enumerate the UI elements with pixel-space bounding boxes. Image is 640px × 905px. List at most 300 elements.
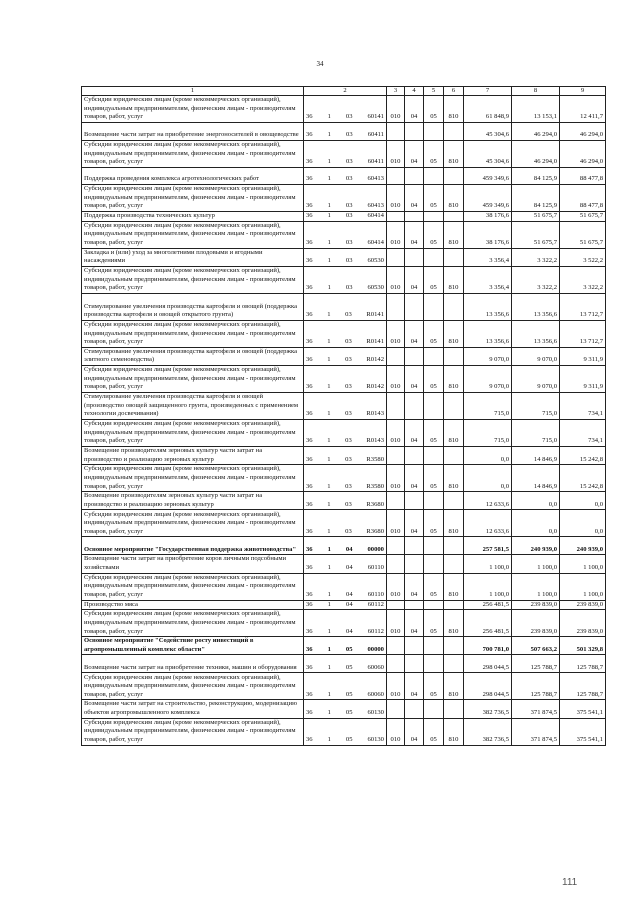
code-parts <box>306 646 384 655</box>
row-c8 <box>444 537 464 555</box>
code-part: 1 <box>327 690 331 698</box>
description-text: Поддержка проведения комплекса агротехнологических работ <box>84 175 260 183</box>
row-c8: 810 <box>444 96 464 123</box>
row-c8 <box>444 655 464 673</box>
row-c5: 010 <box>387 365 405 392</box>
description-text: Возмещение части затрат на строительство, реконструкцию, модернизацию объектов агропромышленного комплекса <box>84 700 297 716</box>
code-parts <box>306 691 384 700</box>
row-value-v1: 256 481,5 <box>464 610 512 637</box>
row-value-v3: 13 712,7 <box>560 320 606 347</box>
row-code <box>304 573 387 600</box>
row-code <box>304 266 387 293</box>
row-description <box>82 419 304 446</box>
code-part: R0142 <box>366 356 384 364</box>
code-part: 04 <box>346 627 353 635</box>
table-row <box>82 266 606 293</box>
code-part: 05 <box>345 708 353 716</box>
code-part: 36 <box>306 482 313 490</box>
code-part: R3580 <box>366 455 384 463</box>
code-parts <box>306 591 384 600</box>
row-c6 <box>405 555 424 573</box>
row-c7: 05 <box>424 419 444 446</box>
code-part: 36 <box>306 455 313 463</box>
code-part: 36 <box>306 175 313 183</box>
code-parts <box>306 113 384 122</box>
row-c5 <box>387 168 405 185</box>
code-part: 60110 <box>367 563 384 571</box>
description-text: Стимулирование увеличения производства картофеля и овощей (поддержка элитного семеноводства) <box>84 347 298 364</box>
row-value-v1: 13 356,6 <box>464 320 512 347</box>
row-c5 <box>387 655 405 673</box>
row-code <box>304 510 387 537</box>
row-c7: 05 <box>424 141 444 168</box>
row-value-v2: 239 839,0 <box>512 600 560 610</box>
row-c8: 810 <box>444 673 464 700</box>
row-value-v1: 9 070,0 <box>464 347 512 365</box>
code-part: 03 <box>345 239 353 246</box>
code-part: 03 <box>345 311 352 319</box>
row-c6 <box>405 392 424 419</box>
row-value-v3: 734,1 <box>560 419 606 446</box>
code-parts <box>306 528 384 537</box>
table-row <box>82 637 606 655</box>
row-value-v3: 240 939,0 <box>560 537 606 555</box>
row-value-v2: 0,0 <box>512 510 560 537</box>
code-part: 03 <box>345 113 353 121</box>
header-col-6: 6 <box>444 87 464 96</box>
table-row <box>82 293 606 320</box>
row-description <box>82 365 304 392</box>
row-c6: 04 <box>405 510 424 537</box>
code-part: 03 <box>346 158 353 166</box>
row-value-v2: 46 294,0 <box>512 123 560 141</box>
row-c6: 04 <box>405 185 424 212</box>
row-value-v3: 1 100,0 <box>560 573 606 600</box>
row-value-v2: 14 846,9 <box>512 446 560 464</box>
row-description <box>82 141 304 168</box>
row-code <box>304 365 387 392</box>
table-row <box>82 446 606 464</box>
row-description <box>82 537 304 555</box>
row-value-v3: 15 242,8 <box>560 465 606 492</box>
row-code <box>304 465 387 492</box>
table-row <box>82 510 606 537</box>
row-code <box>304 320 387 347</box>
code-part: 03 <box>346 131 353 139</box>
header-col-1: 1 <box>82 87 304 96</box>
code-part: 03 <box>345 482 352 490</box>
code-part: 03 <box>345 455 352 463</box>
code-part: 36 <box>306 356 313 364</box>
row-c7: 05 <box>424 320 444 347</box>
code-part: 36 <box>306 383 313 391</box>
description-text: Субсидии юридическим лицам (кроме некоммерческих организаций), индивидуальным предпринимателям, физическим лицам - производителям товаров, работ, услуг <box>84 141 296 166</box>
row-value-v3: 51 675,7 <box>560 221 606 248</box>
row-value-v3: 3 322,2 <box>560 266 606 293</box>
code-parts <box>306 628 384 637</box>
row-c5: 010 <box>387 718 405 745</box>
row-value-v3: 375 541,1 <box>560 718 606 745</box>
row-value-v1: 298 044,5 <box>464 655 512 673</box>
row-description <box>82 673 304 700</box>
row-value-v2: 9 070,0 <box>512 347 560 365</box>
row-c7 <box>424 248 444 266</box>
description-text: Субсидии юридическим лицам (кроме некоммерческих организаций), индивидуальным предпринимателям, физическим лицам - производителям товаров, работ, услуг <box>84 573 296 598</box>
code-parts <box>306 736 384 745</box>
table-row <box>82 673 606 700</box>
row-value-v3: 46 294,0 <box>560 123 606 141</box>
table-row <box>82 610 606 637</box>
table-row <box>82 141 606 168</box>
row-c6: 04 <box>405 141 424 168</box>
code-part: 36 <box>306 545 313 553</box>
row-c7: 05 <box>424 465 444 492</box>
code-part: 60060 <box>367 663 384 671</box>
row-value-v2: 507 663,2 <box>512 637 560 655</box>
code-part: 36 <box>306 500 313 508</box>
row-value-v2: 125 788,7 <box>512 655 560 673</box>
code-part: 05 <box>345 690 353 698</box>
row-value-v2: 1 100,0 <box>512 573 560 600</box>
code-part: 03 <box>345 527 352 535</box>
code-parts <box>306 664 384 673</box>
row-value-v2: 84 125,9 <box>512 185 560 212</box>
row-value-v3: 9 311,9 <box>560 347 606 365</box>
row-c8 <box>444 637 464 655</box>
row-value-v1: 9 070,0 <box>464 365 512 392</box>
code-part: 36 <box>306 600 313 608</box>
description-text: Производство мяса <box>84 600 138 608</box>
row-code <box>304 700 387 718</box>
row-c5: 010 <box>387 320 405 347</box>
code-part: 03 <box>345 383 352 391</box>
row-c6 <box>405 347 424 365</box>
table-row <box>82 419 606 446</box>
row-c6 <box>405 123 424 141</box>
row-c5 <box>387 392 405 419</box>
row-description <box>82 168 304 185</box>
row-value-v2: 14 846,9 <box>512 465 560 492</box>
table-row <box>82 96 606 123</box>
row-code <box>304 492 387 510</box>
code-part: 1 <box>327 311 331 319</box>
table-row <box>82 320 606 347</box>
row-value-v2: 46 294,0 <box>512 141 560 168</box>
row-c5 <box>387 700 405 718</box>
header-col-2: 2 <box>304 87 387 96</box>
code-parts <box>306 158 384 167</box>
row-code <box>304 168 387 185</box>
code-part: 1 <box>327 600 331 608</box>
row-value-v3: 12 411,7 <box>560 96 606 123</box>
code-part: 1 <box>327 563 331 571</box>
row-c5: 010 <box>387 419 405 446</box>
row-code <box>304 212 387 222</box>
row-c8: 810 <box>444 573 464 600</box>
row-code <box>304 96 387 123</box>
code-part: 03 <box>345 212 353 219</box>
row-c7 <box>424 392 444 419</box>
row-description <box>82 492 304 510</box>
row-c5 <box>387 347 405 365</box>
row-c7 <box>424 600 444 610</box>
row-value-v1: 715,0 <box>464 419 512 446</box>
row-code <box>304 141 387 168</box>
footer-number: 111 <box>562 877 578 888</box>
description-text: Основное мероприятие "Государственная поддержка животноводства" <box>84 545 297 553</box>
code-part: 60413 <box>367 175 384 183</box>
row-value-v2: 3 322,2 <box>512 248 560 266</box>
code-part: 03 <box>345 257 353 265</box>
row-c8 <box>444 248 464 266</box>
code-part: 1 <box>327 410 331 418</box>
table-row <box>82 168 606 185</box>
code-part: 60130 <box>367 708 384 716</box>
description-text: Закладка и (или) уход за многолетними плодовыми и ягодными насаждениями <box>84 248 263 265</box>
code-part: 04 <box>346 563 353 571</box>
row-value-v2: 371 874,5 <box>512 718 560 745</box>
header-col-9: 9 <box>560 87 606 96</box>
code-part: 60414 <box>367 212 384 219</box>
code-part: 04 <box>345 545 353 553</box>
description-text: Субсидии юридическим лицам (кроме некоммерческих организаций), индивидуальным предпринимателям, физическим лицам - производителям товаров, работ, услуг <box>84 465 296 490</box>
row-c6: 04 <box>405 365 424 392</box>
header-col-5: 5 <box>424 87 444 96</box>
table-body <box>82 87 606 746</box>
code-part: R0141 <box>366 311 384 319</box>
page-number: 34 <box>316 60 324 68</box>
row-value-v1: 459 349,6 <box>464 185 512 212</box>
code-part: 36 <box>306 158 313 166</box>
code-part: 04 <box>346 600 353 608</box>
code-part: 36 <box>306 708 313 716</box>
row-value-v3: 0,0 <box>560 510 606 537</box>
description-text: Субсидии юридическим лицам (кроме некоммерческих организаций), индивидуальным предпринимателям, физическим лицам - производителям товаров, работ, услуг <box>84 321 296 346</box>
table-row <box>82 655 606 673</box>
row-value-v2: 239 839,0 <box>512 610 560 637</box>
row-c6: 04 <box>405 465 424 492</box>
code-part: 36 <box>306 410 313 418</box>
row-c8 <box>444 600 464 610</box>
row-description <box>82 293 304 320</box>
code-part: 03 <box>345 338 352 346</box>
row-c8 <box>444 555 464 573</box>
description-text: Поддержка производства технических культур <box>84 212 215 219</box>
description-text: Субсидии юридическим лицам (кроме некоммерческих организаций), индивидуальным предпринимателям, физическим лицам - производителям товаров, работ, услуг <box>84 510 296 535</box>
code-parts <box>306 257 384 266</box>
row-c5 <box>387 293 405 320</box>
table-row <box>82 537 606 555</box>
row-value-v1: 38 176,6 <box>464 221 512 248</box>
row-c8 <box>444 392 464 419</box>
row-c7 <box>424 212 444 222</box>
row-c6 <box>405 637 424 655</box>
code-part: 1 <box>327 284 331 292</box>
row-c5: 010 <box>387 96 405 123</box>
code-part: 36 <box>306 735 313 743</box>
row-value-v1: 0,0 <box>464 446 512 464</box>
description-text: Субсидии юридическим лицам (кроме некоммерческих организаций), индивидуальным предпринимателям, физическим лицам - производителям товаров, работ, услуг <box>84 221 296 246</box>
code-part: 36 <box>306 239 313 246</box>
row-c5 <box>387 123 405 141</box>
row-c7 <box>424 492 444 510</box>
code-part: 60411 <box>367 158 384 166</box>
code-part: 1 <box>327 708 331 716</box>
description-text: Субсидии юридическим лицам (кроме некоммерческих организаций), индивидуальным предпринимателям, физическим лицам - производителям товаров, работ, услуг <box>84 267 296 292</box>
row-value-v3: 51 675,7 <box>560 212 606 222</box>
row-c5 <box>387 212 405 222</box>
description-text: Возмещение части затрат на приобретение коров личными подсобными хозяйствами <box>84 555 287 571</box>
code-part: 05 <box>345 663 353 671</box>
code-part: 60413 <box>367 202 384 210</box>
code-parts <box>306 601 384 610</box>
table-row <box>82 555 606 573</box>
code-parts <box>306 175 384 184</box>
code-part: 1 <box>327 239 331 246</box>
code-part: 1 <box>327 175 331 183</box>
code-part: 1 <box>327 131 331 139</box>
row-value-v2: 51 675,7 <box>512 212 560 222</box>
row-description <box>82 655 304 673</box>
row-c5 <box>387 248 405 266</box>
row-c8: 810 <box>444 718 464 745</box>
row-code <box>304 610 387 637</box>
row-c6: 04 <box>405 573 424 600</box>
description-text: Стимулирование увеличения производства картофеля и овощей (поддержка производства картофеля и овощей открытого грунта) <box>84 302 298 319</box>
code-part: R3680 <box>366 527 384 535</box>
row-value-v2: 715,0 <box>512 392 560 419</box>
row-description <box>82 185 304 212</box>
row-c6: 04 <box>405 673 424 700</box>
row-c5: 010 <box>387 465 405 492</box>
row-c5 <box>387 555 405 573</box>
code-part: 36 <box>306 645 313 653</box>
code-part: 36 <box>306 284 313 292</box>
row-description <box>82 347 304 365</box>
row-code <box>304 637 387 655</box>
row-c7 <box>424 168 444 185</box>
row-c8: 810 <box>444 510 464 537</box>
row-c5: 010 <box>387 185 405 212</box>
code-part: 36 <box>306 437 313 445</box>
row-c6 <box>405 492 424 510</box>
code-part: 1 <box>327 338 331 346</box>
row-c8 <box>444 168 464 185</box>
code-part: 60530 <box>367 257 384 265</box>
row-c7 <box>424 700 444 718</box>
code-part: 1 <box>327 158 331 166</box>
code-part: 36 <box>306 663 313 671</box>
row-value-v3: 15 242,8 <box>560 446 606 464</box>
row-c8: 810 <box>444 465 464 492</box>
table-row <box>82 212 606 222</box>
row-code <box>304 600 387 610</box>
row-value-v3: 9 311,9 <box>560 365 606 392</box>
row-value-v1: 715,0 <box>464 392 512 419</box>
code-part: 60060 <box>367 690 384 698</box>
table-row <box>82 492 606 510</box>
table-row <box>82 248 606 266</box>
row-c7 <box>424 123 444 141</box>
code-part: 36 <box>306 563 313 571</box>
code-part: 36 <box>306 311 313 319</box>
code-part: 60414 <box>367 239 384 246</box>
row-c7: 05 <box>424 718 444 745</box>
header-row <box>82 87 606 96</box>
row-value-v1: 1 100,0 <box>464 555 512 573</box>
row-value-v3: 88 477,8 <box>560 185 606 212</box>
code-part: 1 <box>327 356 331 364</box>
code-part: 36 <box>306 627 313 635</box>
row-value-v2: 9 070,0 <box>512 365 560 392</box>
row-value-v2: 13 356,6 <box>512 293 560 320</box>
row-value-v2: 240 939,0 <box>512 537 560 555</box>
row-description <box>82 610 304 637</box>
code-parts <box>306 483 384 492</box>
code-part: 1 <box>327 437 331 445</box>
row-code <box>304 655 387 673</box>
row-c7 <box>424 293 444 320</box>
row-value-v3: 46 294,0 <box>560 141 606 168</box>
row-description <box>82 446 304 464</box>
row-description <box>82 221 304 248</box>
row-c6 <box>405 600 424 610</box>
row-c6: 04 <box>405 718 424 745</box>
table-row <box>82 573 606 600</box>
row-c7: 05 <box>424 573 444 600</box>
row-c8: 810 <box>444 365 464 392</box>
code-part: 60112 <box>367 600 384 608</box>
row-code <box>304 419 387 446</box>
code-part: R3680 <box>366 500 384 508</box>
row-value-v2: 84 125,9 <box>512 168 560 185</box>
row-c5 <box>387 492 405 510</box>
code-part: 00000 <box>367 545 384 553</box>
row-code <box>304 347 387 365</box>
row-value-v1: 0,0 <box>464 465 512 492</box>
code-parts <box>306 311 384 320</box>
row-c7: 05 <box>424 510 444 537</box>
row-value-v1: 700 781,0 <box>464 637 512 655</box>
description-text: Возмещение части затрат на приобретение техники, машин и оборудования <box>84 663 297 671</box>
row-c6: 04 <box>405 266 424 293</box>
row-description <box>82 600 304 610</box>
table-row <box>82 718 606 745</box>
row-c8 <box>444 293 464 320</box>
row-c6 <box>405 700 424 718</box>
code-part: 36 <box>306 590 313 598</box>
row-value-v1: 298 044,5 <box>464 673 512 700</box>
row-value-v1: 256 481,5 <box>464 600 512 610</box>
code-parts <box>306 709 384 718</box>
row-c7: 05 <box>424 266 444 293</box>
code-parts <box>306 356 384 365</box>
row-c8: 810 <box>444 610 464 637</box>
row-value-v2: 125 788,7 <box>512 673 560 700</box>
row-c5 <box>387 537 405 555</box>
code-parts <box>306 456 384 465</box>
description-text: Возмещение части затрат на приобретение энергоносителей в овощеводстве <box>84 131 299 139</box>
row-c6: 04 <box>405 320 424 347</box>
table-row <box>82 123 606 141</box>
header-col-8: 8 <box>512 87 560 96</box>
code-parts <box>306 202 384 211</box>
code-parts <box>306 437 384 446</box>
row-c5: 010 <box>387 673 405 700</box>
table-row <box>82 600 606 610</box>
code-part: R3580 <box>366 482 384 490</box>
row-value-v3: 88 477,8 <box>560 168 606 185</box>
